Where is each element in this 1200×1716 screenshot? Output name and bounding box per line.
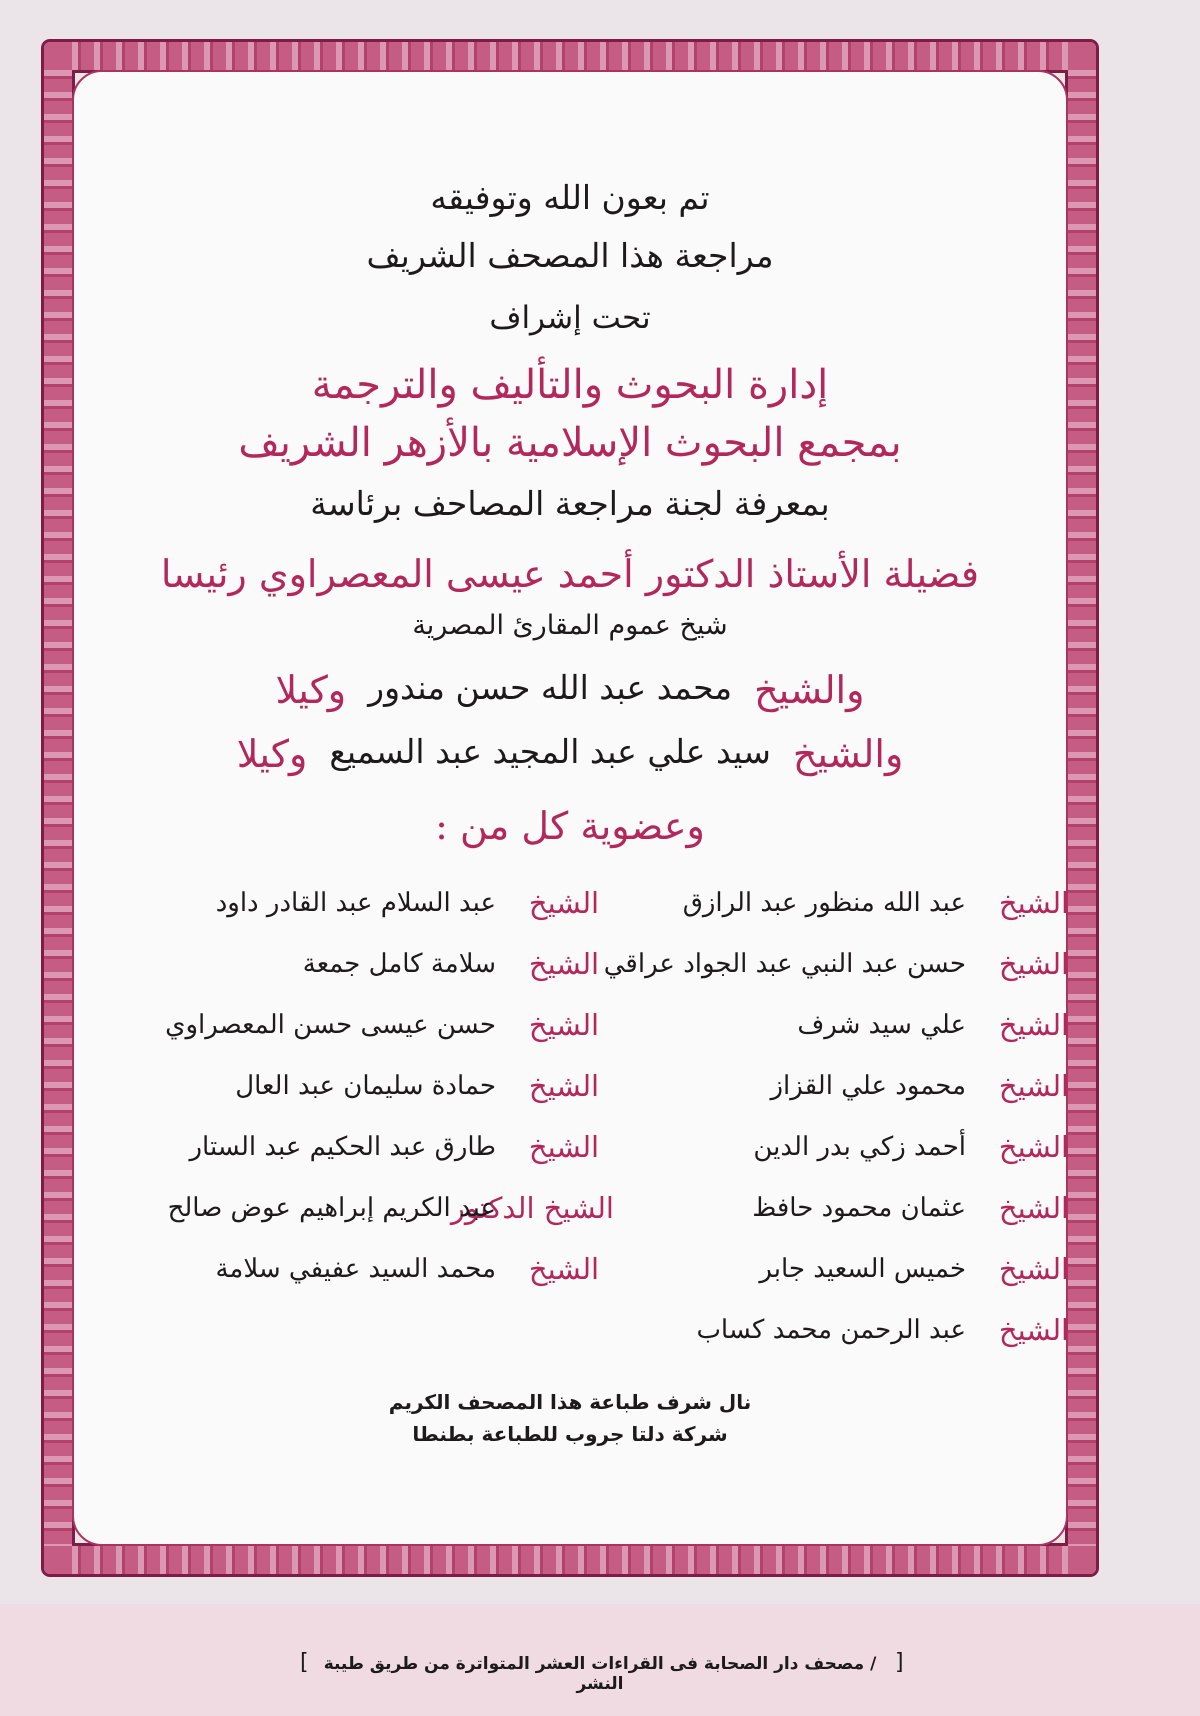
opening-line: تم بعون الله وتوفيقه — [430, 178, 710, 217]
border-knot-top — [72, 42, 1068, 70]
footer-title: / مصحف دار الصحابة فى القراءات العشر المتواترة من طريق طيبة النشر — [323, 1654, 877, 1694]
list-item — [664, 872, 1084, 933]
member-name: سلامة كامل جمعة — [302, 948, 496, 979]
member-name: أحمد زكي بدر الدين — [753, 1131, 966, 1162]
list-item — [194, 872, 614, 933]
list-item — [664, 1177, 1084, 1238]
member-name: عبد الكريم إبراهيم عوض صالح — [167, 1192, 496, 1223]
list-item — [664, 1055, 1084, 1116]
member-name: محمد السيد عفيفي سلامة — [215, 1253, 496, 1284]
member-name: حمادة سليمان عبد العال — [235, 1070, 496, 1101]
member-title: الشيخ — [998, 1129, 1070, 1164]
member-name: طارق عبد الحكيم عبد الستار — [189, 1131, 496, 1162]
member-title: الشيخ — [528, 1251, 600, 1286]
chairman-line: فضيلة الأستاذ الدكتور أحمد عيسى المعصراوي رئيسا — [160, 552, 980, 596]
deputy-2 — [74, 732, 1066, 776]
deputy-1 — [74, 668, 1066, 712]
committee-line: بمعرفة لجنة مراجعة المصاحف برئاسة — [310, 484, 830, 523]
list-item — [165, 994, 614, 1055]
deputy-role: وكيلا — [236, 732, 308, 776]
member-name: عثمان محمود حافظ — [752, 1192, 966, 1223]
members-column-left — [165, 872, 614, 1299]
ornamental-border — [44, 42, 1096, 1574]
chairman-position: شيخ عموم المقارئ المصرية — [412, 610, 728, 641]
page-footer — [0, 1604, 1200, 1716]
member-title: الشيخ — [998, 1190, 1070, 1225]
member-name: عبد السلام عبد القادر داود — [215, 887, 496, 918]
member-name: حسن عيسى حسن المعصراوي — [165, 1009, 496, 1040]
deputy-name: سيد علي عبد المجيد عبد السميع — [329, 732, 771, 771]
member-title: الشيخ — [528, 885, 600, 920]
printer-line-1: نال شرف طباعة هذا المصحف الكريم — [388, 1390, 752, 1414]
member-title: الشيخ — [528, 1007, 600, 1042]
footer-bracket-right: ] — [895, 1650, 904, 1675]
member-title: الشيخ — [528, 1129, 600, 1164]
member-name: حسن عبد النبي عبد الجواد عراقي — [603, 948, 966, 979]
member-title: الشيخ — [528, 946, 600, 981]
member-title: الشيخ — [528, 1068, 600, 1103]
supervision-line: تحت إشراف — [489, 300, 651, 336]
member-name: خميس السعيد جابر — [759, 1253, 966, 1284]
department-line: إدارة البحوث والتأليف والترجمة — [311, 362, 829, 408]
deputy-title: والشيخ — [754, 668, 865, 712]
deputy-role: وكيلا — [275, 668, 347, 712]
review-line: مراجعة هذا المصحف الشريف — [366, 236, 774, 275]
member-title: الشيخ — [998, 1068, 1070, 1103]
printer-line-2: شركة دلتا جروب للطباعة بطنطا — [412, 1422, 728, 1446]
member-title: الشيخ — [998, 1251, 1070, 1286]
list-item — [664, 994, 1084, 1055]
member-title: الشيخ — [998, 1312, 1070, 1347]
border-knot-left — [44, 70, 72, 1546]
membership-heading: وعضوية كل من : — [435, 804, 705, 848]
deputy-title: والشيخ — [792, 732, 904, 776]
list-item — [167, 1177, 614, 1238]
academy-line: بمجمع البحوث الإسلامية بالأزهر الشريف — [238, 420, 902, 466]
list-item — [194, 933, 614, 994]
member-title: الشيخ — [998, 1007, 1070, 1042]
list-item — [194, 1238, 614, 1299]
list-item — [194, 1055, 614, 1116]
member-title: الشيخ — [998, 946, 1070, 981]
member-name: عبد الرحمن محمد كساب — [696, 1314, 966, 1345]
list-item — [664, 1116, 1084, 1177]
members-column-right — [603, 872, 1084, 1360]
member-title: الشيخ الدكتور — [450, 1190, 614, 1225]
list-item — [189, 1116, 614, 1177]
page-content — [72, 70, 1068, 1546]
border-knot-bottom — [72, 1546, 1068, 1574]
member-name: محمود علي القزاز — [770, 1070, 966, 1101]
deputy-name: محمد عبد الله حسن مندور — [368, 668, 733, 707]
member-name: علي سيد شرف — [797, 1009, 966, 1040]
member-title: الشيخ — [998, 885, 1070, 920]
member-name: عبد الله منظور عبد الرازق — [682, 887, 966, 918]
list-item — [664, 1238, 1084, 1299]
list-item — [603, 933, 1084, 994]
list-item — [664, 1299, 1084, 1360]
footer-bracket-left: [ — [300, 1650, 309, 1675]
